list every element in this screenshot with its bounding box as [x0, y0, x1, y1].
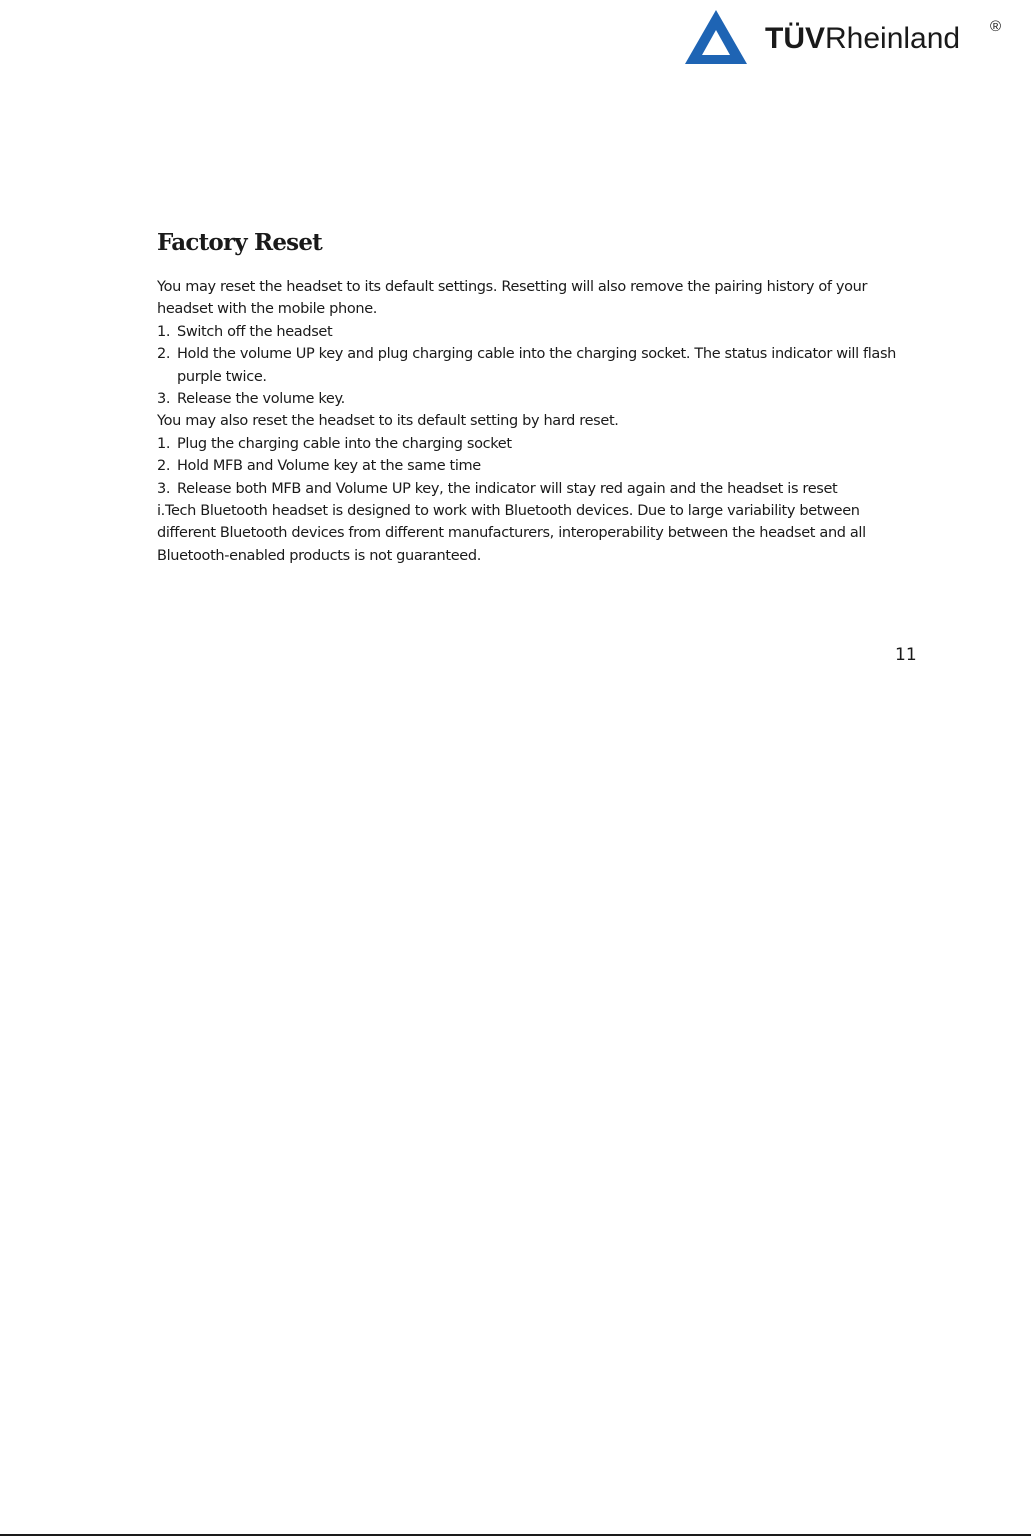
closing-paragraph: i.Tech Bluetooth headset is designed to work with Bluetooth devices. Due to large variability between different Bluetooth devices from different manufacturers, interoperability between the headset and all Bluetooth-enabled products is not guaranteed. — [157, 503, 866, 564]
step-text: Hold MFB and Volume key at the same time — [177, 458, 481, 475]
footer-divider — [0, 1534, 1031, 1536]
step-number: 3. — [157, 391, 171, 408]
logo-tuv-text: TÜV — [765, 22, 825, 55]
step-number: 1. — [157, 435, 171, 452]
step-text: Plug the charging cable into the charging socket — [177, 435, 512, 452]
intro-paragraph: You may reset the headset to its default settings. Resetting will also remove the pairing history of your headset with the mobile phone. — [157, 279, 868, 318]
step-number: 1. — [157, 323, 171, 340]
hard-reset-intro: You may also reset the headset to its default setting by hard reset. — [157, 413, 619, 430]
logo-rheinland-text: Rheinland — [825, 22, 961, 55]
logo-wordmark — [765, 22, 960, 56]
page-number: 11 — [895, 645, 917, 665]
step-text: Switch off the headset — [177, 323, 333, 340]
list-item — [157, 478, 897, 500]
step-number: 2. — [157, 346, 171, 363]
step-number: 3. — [157, 480, 171, 497]
reset-steps-list — [157, 321, 917, 411]
tuv-triangle-icon — [683, 8, 749, 66]
list-item — [157, 321, 897, 343]
factory-reset-section — [157, 228, 917, 567]
step-text: Release the volume key. — [177, 391, 345, 408]
tuv-rheinland-logo — [683, 8, 1013, 68]
list-item — [157, 343, 897, 388]
step-text: Hold the volume UP key and plug charging cable into the charging socket. The status indicator will flash purple twice. — [177, 346, 897, 385]
registered-mark: ® — [990, 18, 1002, 35]
list-item — [157, 433, 897, 455]
step-number: 2. — [157, 458, 171, 475]
section-title: Factory Reset — [157, 229, 322, 256]
step-text: Release both MFB and Volume UP key, the indicator will stay red again and the headset is reset — [177, 480, 838, 497]
list-item — [157, 455, 897, 477]
hard-reset-steps-list — [157, 433, 917, 500]
list-item — [157, 388, 897, 410]
